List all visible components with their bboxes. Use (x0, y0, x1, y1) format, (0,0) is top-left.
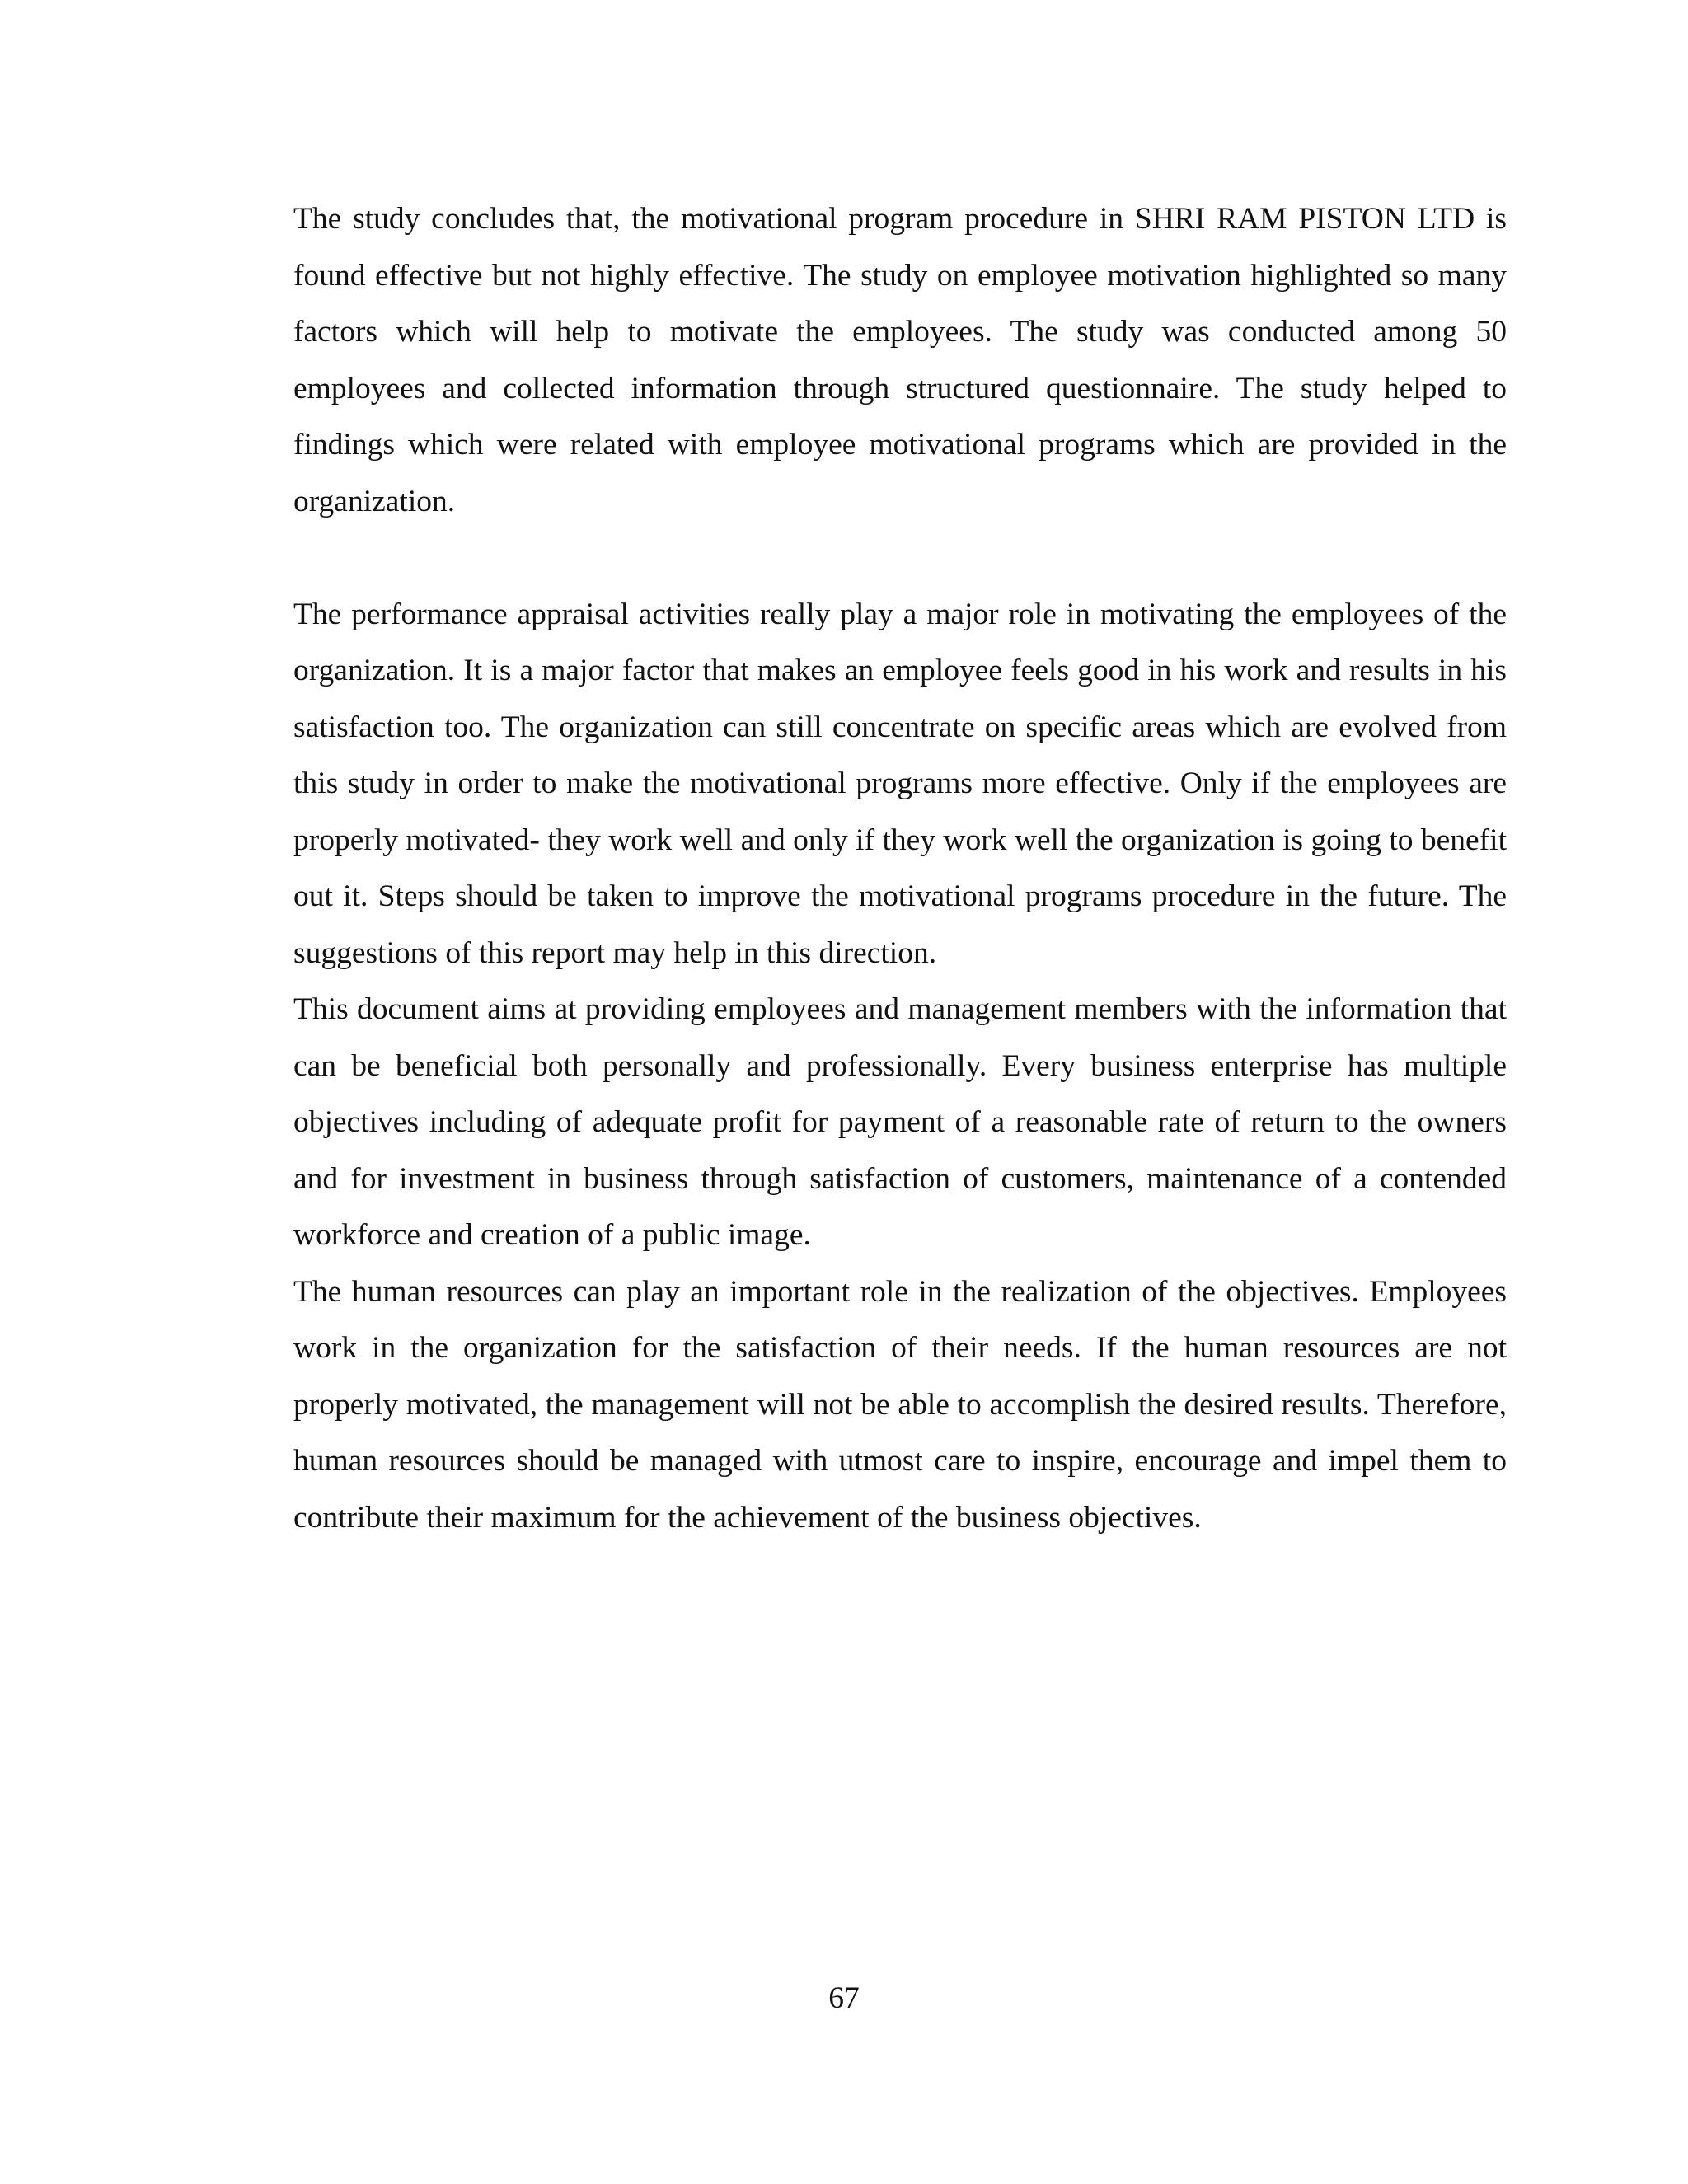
body-text (293, 191, 1507, 1546)
paragraph-document-aims: This document aims at providing employees and management members with the information that can be beneficial both personally and professionally. Every business enterprise has multiple objectives including of adequate profit for payment of a reasonable rate of return to the owners and for investment in business through satisfaction of customers, maintenance of a contended workforce and creation of a public image. (293, 992, 1507, 1252)
page-number: 67 (828, 1981, 860, 2015)
paragraph-human-resources: The human resources can play an important role in the realization of the objectives. Employees work in the organization for the satisfaction of their needs. If the human resources are not properly motivated, the management will not be able to accomplish the desired results. Therefore, human resources should be managed with utmost care to inspire, encourage and impel them to contribute their maximum for the achievement of the business objectives. (293, 1274, 1507, 1535)
paragraph-conclusion: The study concludes that, the motivational program procedure in SHRI RAM PISTON LTD is found effective but not highly effective. The study on employee motivation highlighted so many factors which will help to motivate the employees. The study was conducted among 50 employees and collected information through structured questionnaire. The study helped to findings which were related with employee motivational programs which are provided in the organization. (293, 202, 1507, 518)
paragraph-performance-appraisal: The performance appraisal activities really play a major role in motivating the employees of the organization. It is a major factor that makes an employee feels good in his work and results in his satisfaction too. The organization can still concentrate on specific areas which are evolved from this study in order to make the motivational programs more effective. Only if the employees are properly motivated- they work well and only if they work well the organization is going to benefit out it. Steps should be taken to improve the motivational programs procedure in the future. The suggestions of this report may help in this direction. (293, 597, 1507, 970)
